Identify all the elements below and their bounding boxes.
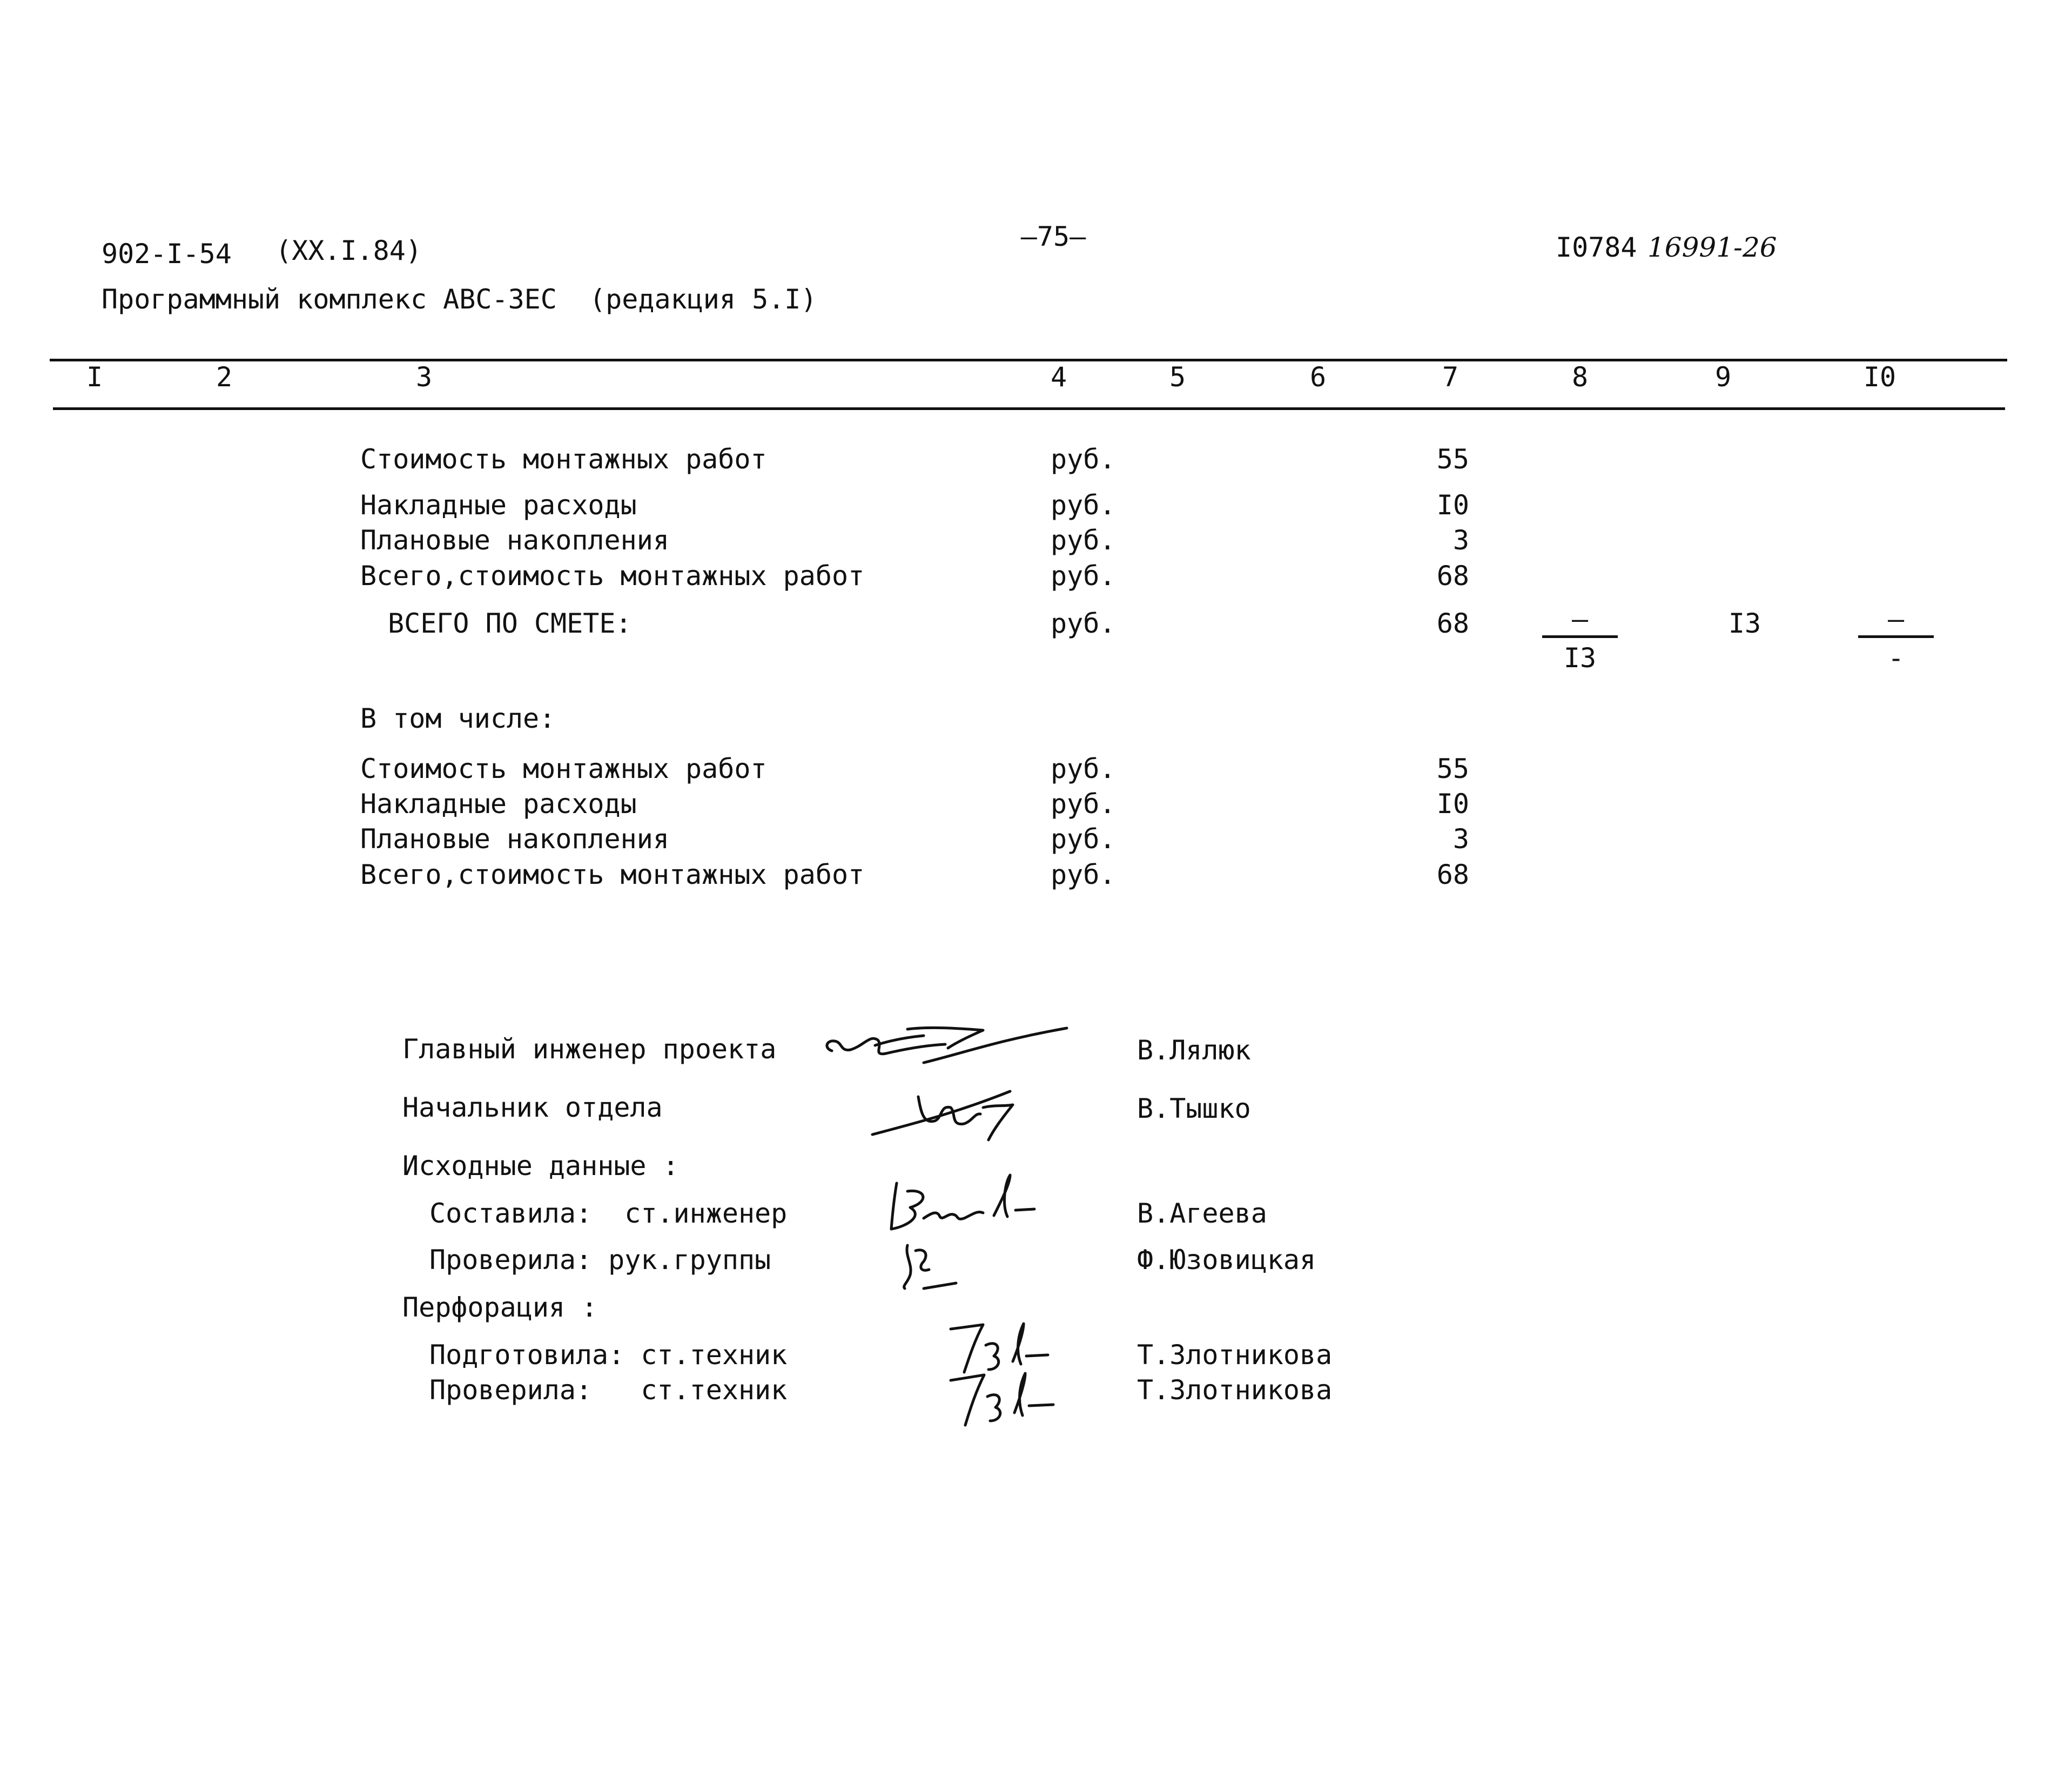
row-name: Накладные расходы <box>360 489 637 521</box>
reg-number: I0784 <box>1556 232 1637 263</box>
total-label: ВСЕГО ПО СМЕТЕ: <box>388 608 632 639</box>
total-col10-denominator: - <box>1887 642 1905 674</box>
subheading: В том числе: <box>360 703 556 734</box>
total-col9: I3 <box>1728 608 1761 639</box>
prepared-by-name: Т.Злотникова <box>1137 1339 1333 1371</box>
row-unit: руб. <box>1051 525 1116 556</box>
row-unit: руб. <box>1051 489 1116 521</box>
total-col8-numerator: – <box>1571 603 1589 635</box>
column-header-3: 3 <box>415 361 433 393</box>
total-col8-fraction-bar <box>1542 635 1618 638</box>
column-header-5: 5 <box>1169 361 1186 393</box>
column-header-8: 8 <box>1571 361 1589 393</box>
verified-by-name: Т.Злотникова <box>1137 1374 1333 1406</box>
column-header-10: I0 <box>1863 361 1896 393</box>
row-value: 3 <box>1452 525 1469 556</box>
chief-engineer-role: Главный инженер проекта <box>402 1033 777 1065</box>
dept-head-name: В.Тышко <box>1137 1093 1251 1124</box>
total-col10-fraction-bar <box>1858 635 1934 638</box>
row-name: Всего,стоимость монтажных работ <box>360 859 865 890</box>
checked-by-name: Ф.Юзовицкая <box>1137 1244 1316 1276</box>
column-header-6: 6 <box>1309 361 1327 393</box>
total-col10-numerator: – <box>1887 603 1905 635</box>
signature-dept-head <box>870 1080 1032 1151</box>
checked-by-role: Проверила: рук.группы <box>429 1244 771 1276</box>
verified-by-role: Проверила: ст.техник <box>429 1374 788 1406</box>
column-header-2: 2 <box>216 361 233 393</box>
column-header-1: I <box>86 361 103 393</box>
row-value: 68 <box>1436 560 1469 592</box>
reg-number-handwritten: 16991-26 <box>1647 232 1777 263</box>
source-data-heading: Исходные данные : <box>402 1150 679 1182</box>
row-unit: руб. <box>1051 560 1116 592</box>
table-header-bottom-rule <box>53 407 2005 410</box>
row-unit: руб. <box>1051 788 1116 820</box>
row-unit: руб. <box>1051 823 1116 855</box>
page-number: —75— <box>1020 221 1086 252</box>
doc-code: 902-I-54 <box>102 238 232 270</box>
row-value: I0 <box>1436 489 1469 521</box>
row-name: Накладные расходы <box>360 788 637 820</box>
compiled-by-name: В.Агеева <box>1137 1198 1267 1229</box>
row-name: Стоимость монтажных работ <box>360 444 767 475</box>
column-header-9: 9 <box>1714 361 1732 393</box>
perforation-heading: Перфорация : <box>402 1292 598 1323</box>
signature-checked-by <box>891 1234 961 1294</box>
program-line: Программный комплекс АВС-ЗЕС (редакция 5.I) <box>102 284 817 315</box>
chief-engineer-name: В.Лялюк <box>1137 1035 1251 1066</box>
dept-head-role: Начальник отдела <box>402 1092 663 1123</box>
row-unit: руб. <box>1051 753 1116 784</box>
row-name: Плановые накопления <box>360 525 669 556</box>
row-value: 3 <box>1452 823 1469 855</box>
row-value: I0 <box>1436 788 1469 820</box>
row-unit: руб. <box>1051 859 1116 890</box>
signature-verified-by <box>945 1367 1059 1434</box>
row-name: Всего,стоимость монтажных работ <box>360 560 865 592</box>
row-name: Плановые накопления <box>360 823 669 855</box>
row-unit: руб. <box>1051 444 1116 475</box>
column-header-4: 4 <box>1050 361 1067 393</box>
row-value: 55 <box>1436 444 1469 475</box>
row-name: Стоимость монтажных работ <box>360 753 767 784</box>
signature-compiled-by <box>886 1167 1048 1237</box>
row-value: 55 <box>1436 753 1469 784</box>
total-col8-denominator: I3 <box>1563 642 1597 674</box>
column-header-7: 7 <box>1442 361 1459 393</box>
prepared-by-role: Подготовила: ст.техник <box>429 1339 788 1371</box>
total-value: 68 <box>1436 608 1469 639</box>
row-value: 68 <box>1436 859 1469 890</box>
doc-date: (XX.I.84) <box>275 235 422 266</box>
total-unit: руб. <box>1051 608 1116 639</box>
compiled-by-role: Составила: ст.инженер <box>429 1198 788 1229</box>
